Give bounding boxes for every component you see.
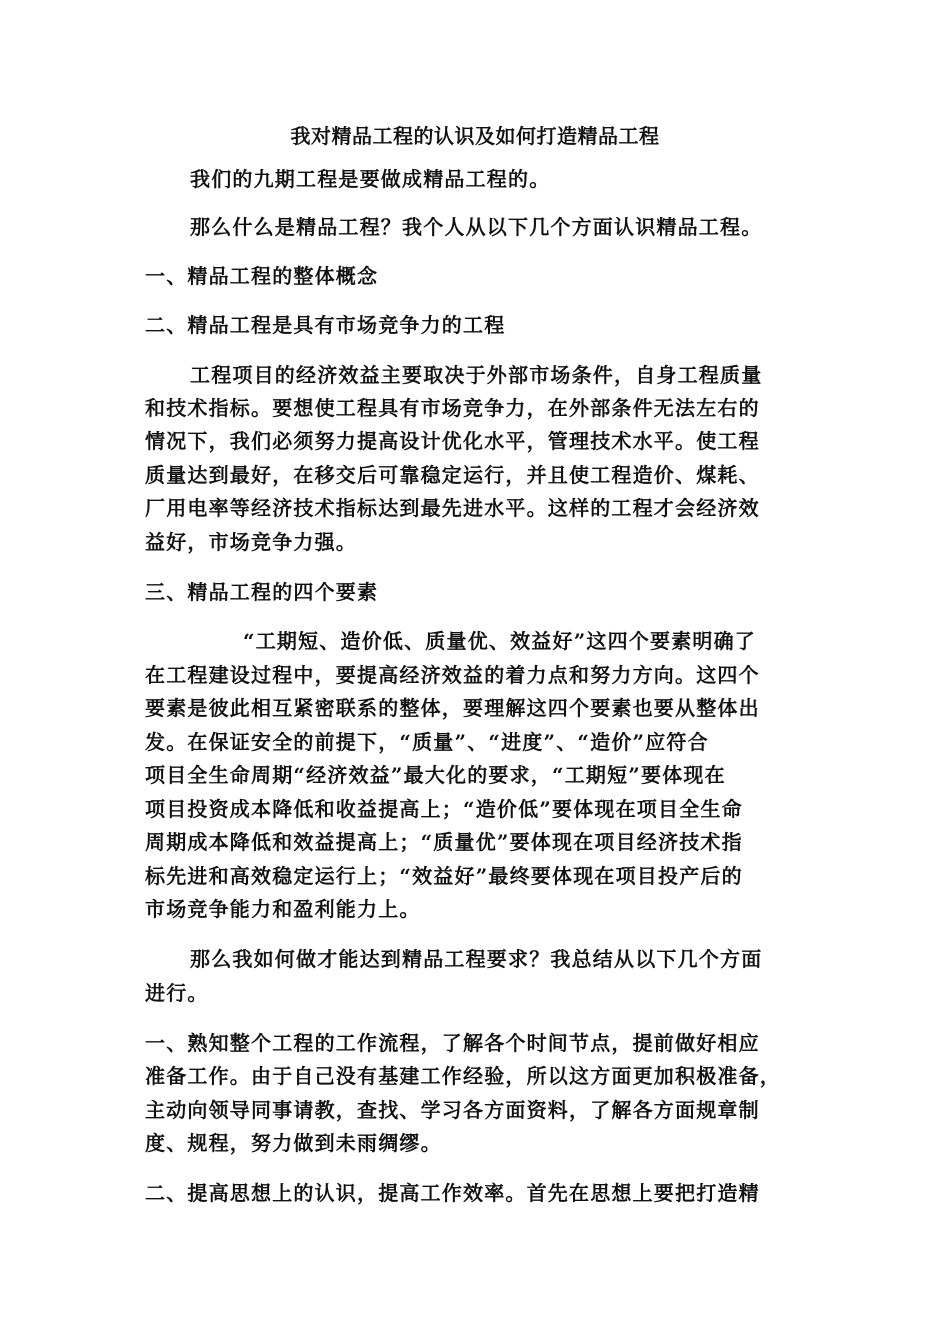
paragraph-line: 周期成本降低和效益提高上；“质量优”要体现在项目经济技术指 <box>145 830 743 854</box>
paragraph-line: “工期短、造价低、质量优、效益好”这四个要素明确了 <box>243 629 757 653</box>
paragraph-line: 发。在保证安全的前提下，“质量”、“进度”、“造价”应符合 <box>145 730 709 754</box>
paragraph-line: 项目投资成本降低和收益提高上；“造价低”要体现在项目全生命 <box>145 797 743 821</box>
section-heading: 一、精品工程的整体概念 <box>145 264 379 288</box>
paragraph-line: 在工程建设过程中，要提高经济效益的着力点和努力方向。这四个 <box>145 663 760 687</box>
paragraph-line: 项目全生命周期“经济效益”最大化的要求，“工期短”要体现在 <box>145 763 726 787</box>
paragraph-line: 二、提高思想上的认识，提高工作效率。首先在思想上要把打造精 <box>145 1181 760 1205</box>
paragraph-line: 主动向领导同事请教，查找、学习各方面资料，了解各方面规章制 <box>145 1098 760 1122</box>
paragraph-line: 那么什么是精品工程？我个人从以下几个方面认识精品工程。 <box>190 215 763 239</box>
paragraph-line: 那么我如何做才能达到精品工程要求？我总结从以下几个方面 <box>190 947 763 971</box>
paragraph-line: 要素是彼此相互紧密联系的整体，要理解这四个要素也要从整体出 <box>145 696 760 720</box>
paragraph-line: 和技术指标。要想使工程具有市场竞争力，在外部条件无法左右的 <box>145 396 760 420</box>
paragraph-line: 进行。 <box>145 981 209 1005</box>
document-title: 我对精品工程的认识及如何打造精品工程 <box>290 124 660 148</box>
paragraph-line: 度、规程，努力做到未雨绸缪。 <box>145 1131 442 1155</box>
paragraph-line: 标先进和高效稳定运行上；“效益好”最终要体现在项目投产后的 <box>145 864 743 888</box>
paragraph-line: 市场竞争能力和盈利能力上。 <box>145 897 421 921</box>
paragraph-line: 准备工作。由于自己没有基建工作经验，所以这方面更加积极准备， <box>145 1064 781 1088</box>
paragraph-line: 我们的九期工程是要做成精品工程的。 <box>190 167 551 191</box>
paragraph-line: 一、熟知整个工程的工作流程，了解各个时间节点，提前做好相应 <box>145 1031 760 1055</box>
paragraph-line: 益好，市场竞争力强。 <box>145 530 357 554</box>
section-heading: 二、精品工程是具有市场竞争力的工程 <box>145 313 506 337</box>
section-heading: 三、精品工程的四个要素 <box>145 580 379 604</box>
paragraph-line: 质量达到最好，在移交后可靠稳定运行，并且使工程造价、煤耗、 <box>145 463 760 487</box>
paragraph-line: 工程项目的经济效益主要取决于外部市场条件，自身工程质量 <box>190 363 763 387</box>
paragraph-line: 情况下，我们必须努力提高设计优化水平，管理技术水平。使工程 <box>145 429 760 453</box>
paragraph-line: 厂用电率等经济技术指标达到最先进水平。这样的工程才会经济效 <box>145 496 760 520</box>
